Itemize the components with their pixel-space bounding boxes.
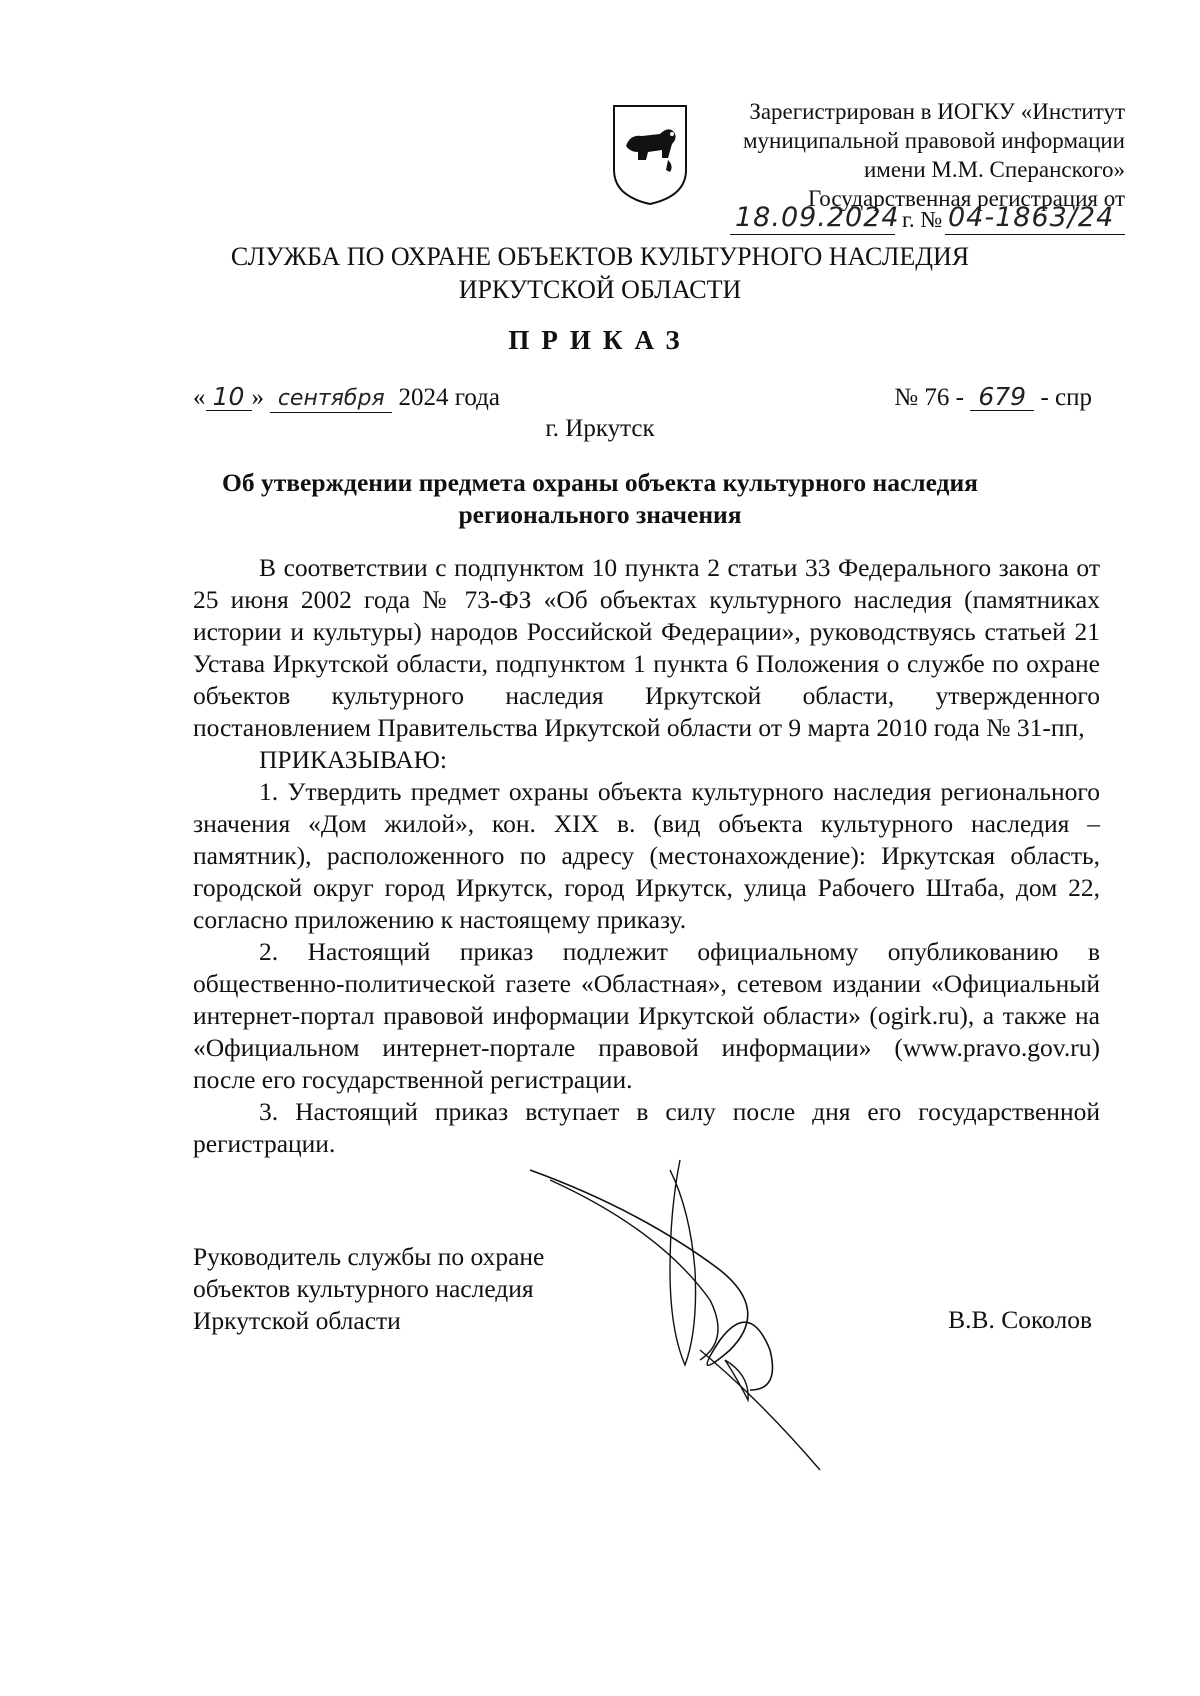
coat-of-arms-icon (608, 100, 692, 208)
registration-date: 18.09.2024 (735, 202, 900, 233)
signatory-name: В.В. Соколов (948, 1305, 1092, 1334)
order-date: « 10 » сентября 2024 года (193, 382, 500, 411)
registration-number-line (0, 202, 1200, 238)
document-body (193, 552, 1100, 1160)
order-word: ПРИКАЗЫВАЮ: (259, 745, 447, 774)
city: г. Иркутск (545, 415, 655, 442)
order-item: 1. Утвердить предмет охраны объекта культурного наследия регионального значения «Дом жилой», кон. XIX в. (вид объекта культурного наследия – памятник), расположенного по адресу (местонахождение): Иркутская область, городской округ город Иркутск, город Иркутск, улица Рабочего Штаба, дом 22, согласно приложению к настоящему приказу. (193, 777, 1100, 934)
order-day: 10 (212, 382, 245, 411)
signature-image (520, 1150, 900, 1480)
registration-number: 04-1863/24 (948, 202, 1115, 233)
document-type: ПРИКАЗ (508, 325, 692, 355)
document-title: Об утверждении предмета охраны объекта культурного наследия регионального значения (222, 468, 978, 529)
order-number: № 76 - 679 - спр (894, 382, 1092, 411)
registration-line: Зарегистрирован в ИОГКУ «Институт (749, 99, 1125, 124)
order-item: 2. Настоящий приказ подлежит официальному опубликованию в общественно-политической газете «Областная», сетевом издании «Официальный интернет-портал правовой информации Иркутской области» (ogirk.ru), а также на «Официальном интернет-портале правовой информации» (www.pravo.gov.ru) после его государственной регистрации. (193, 937, 1100, 1094)
order-year: 2024 года (398, 384, 500, 411)
order-item: 3. Настоящий приказ вступает в силу после дня его государственной регистрации. (193, 1097, 1100, 1158)
registration-number-label: г. № (902, 207, 943, 232)
signatory-title: Руководитель службы по охране объектов культурного наследия Иркутской области (193, 1242, 545, 1335)
order-number-handwritten: 679 (978, 382, 1027, 411)
preamble-paragraph: В соответствии с подпунктом 10 пункта 2 статьи 33 Федерального закона от 25 июня 2002 года № 73-ФЗ «Об объектах культурного наследия (памятниках истории и культуры) народов Российской Федерации», руководствуясь статьей 21 Устава Иркутской области, подпунктом 1 пункта 6 Положения о службе по охране объектов культурного наследия Иркутской области, утвержденного постановлением Правительства Иркутской области от 9 марта 2010 года № 31-пп, (193, 553, 1100, 742)
registration-line: имени М.М. Сперанского» (863, 157, 1125, 182)
order-month: сентября (277, 386, 385, 411)
registration-line: муниципальной правовой информации (742, 128, 1125, 153)
registration-line: Государственная регистрация от (808, 186, 1125, 211)
organization-name: СЛУЖБА ПО ОХРАНЕ ОБЪЕКТОВ КУЛЬТУРНОГО НАСЛЕДИЯ ИРКУТСКОЙ ОБЛАСТИ (230, 242, 970, 304)
registration-stamp (700, 97, 1125, 213)
